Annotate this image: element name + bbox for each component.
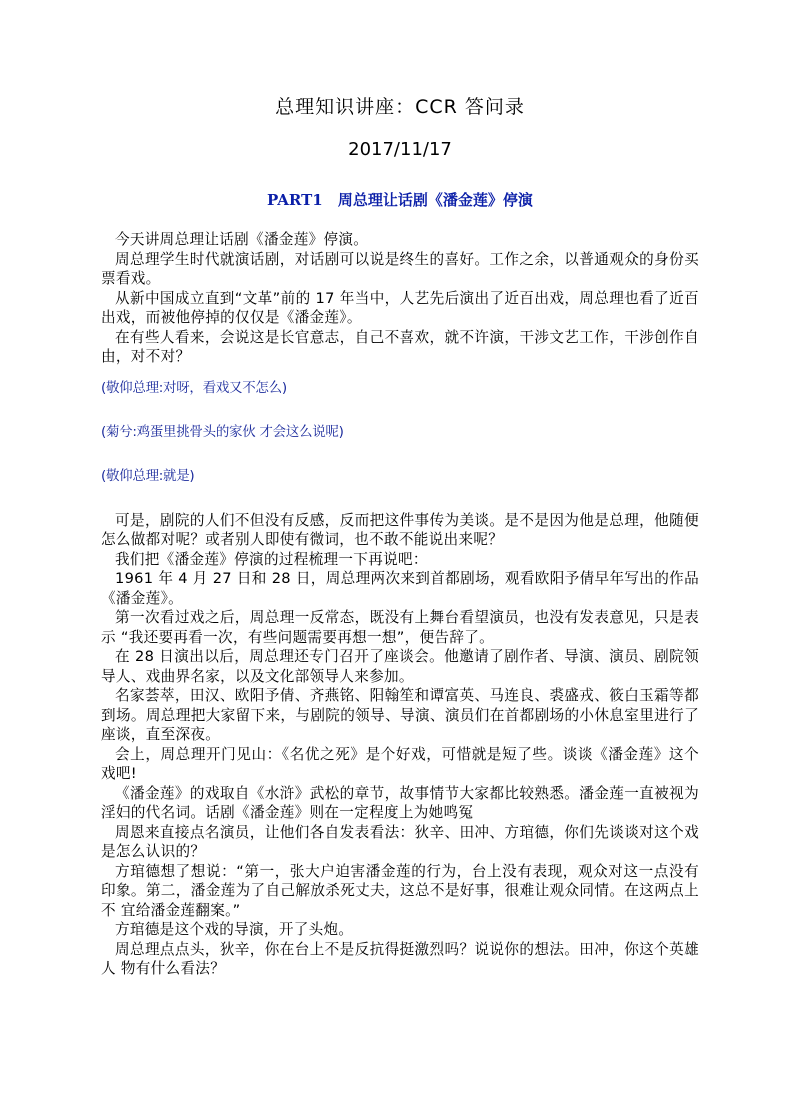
document-date: 2017/11/17 — [348, 139, 452, 160]
paragraph: 《潘金莲》的戏取自《水浒》武松的章节，故事情节大家都比较熟悉。潘金莲一直被视为淫妇的代名词。话剧《潘金莲》则在一定程度上为她鸣冤 — [101, 784, 699, 821]
paragraph: 第一次看过戏之后，周总理一反常态，既没有上舞台看望演员，也没有发表意见，只是表示 “我还要再看一次，有些问题需要再想一想”，便告辞了。 — [101, 609, 699, 646]
paragraph: 1961 年 4 月 27 日和 28 日，周总理两次来到首都剧场，观看欧阳予倩早年写出的作品《潘金莲》。 — [101, 570, 699, 607]
paragraph: 在 28 日演出以后，周总理还专门召开了座谈会。他邀请了剧作者、导演、演员、剧院领导人、戏曲界名家，以及文化部领导人来参加。 — [101, 648, 699, 685]
paragraph: 周恩来直接点名演员，让他们各自发表看法：狄辛、田冲、方琯德，你们先谈谈对这个戏是怎么认识的？ — [101, 823, 699, 860]
paragraph: 会上，周总理开门见山：《名优之死》是个好戏，可惜就是短了些。谈谈《潘金莲》这个戏吧! — [101, 745, 699, 782]
reader-comment: (敬仰总理:对呀，看戏又不怎么) — [101, 379, 287, 396]
paragraph: 今天讲周总理让话剧《潘金莲》停演。 — [115, 231, 369, 248]
part-label: PART1 — [267, 191, 323, 209]
intro-section — [101, 230, 699, 367]
document-page — [101, 94, 699, 979]
paragraph: 从新中国成立直到“文革”前的 17 年当中，人艺先后演出了近百出戏，周总理也看了近百出戏，而被他停掉的仅仅是《潘金莲》。 — [101, 289, 699, 326]
reader-comment: (敬仰总理:就是) — [101, 467, 195, 484]
comments-section — [101, 379, 699, 485]
paragraph: 名家荟萃，田汉、欧阳予倩、齐燕铭、阳翰笙和谭富英、马连良、裘盛戎、筱白玉霜等都到场。周总理把大家留下来，与剧院的领导、导演、演员们在首都剧场的小休息室里进行了座谈，直至深夜。 — [101, 687, 699, 743]
paragraph: 周总理点点头，狄辛，你在台上不是反抗得挺激烈吗？说说你的想法。田冲，你这个英雄人 物有什么看法？ — [101, 940, 699, 977]
paragraph: 方琯德想了想说：“第一，张大户迫害潘金莲的行为，台上没有表现，观众对这一点没有印象。第二，潘金莲为了自己解放杀死丈夫，这总不是好事，很难让观众同情。在这两点上不 宜给潘金莲翻案。” — [101, 862, 699, 919]
paragraph: 我们把《潘金莲》停演的过程梳理一下再说吧： — [115, 550, 428, 568]
part-heading — [101, 190, 699, 210]
paragraph: 在有些人看来，会说这是长官意志，自己不喜欢，就不许演，干涉文艺工作，干涉创作自由，对不对？ — [101, 328, 699, 365]
document-title: 总理知识讲座：CCR 答问录 — [275, 96, 525, 118]
part-title: 周总理让话剧《潘金莲》停演 — [337, 191, 533, 209]
main-section — [101, 511, 699, 979]
reader-comment: (菊兮:鸡蛋里挑骨头的家伙 才会这么说呢) — [101, 423, 344, 440]
paragraph: 周总理学生时代就演话剧，对话剧可以说是终生的喜好。工作之余，以普通观众的身份买票看戏。 — [101, 250, 699, 287]
paragraph: 方琯德是这个戏的导演，开了头炮。 — [115, 921, 354, 938]
paragraph: 可是，剧院的人们不但没有反感，反而把这件事传为美谈。是不是因为他是总理，他随便怎么做都对呢？或者别人即使有微词，也不敢不能说出来呢？ — [101, 511, 699, 548]
